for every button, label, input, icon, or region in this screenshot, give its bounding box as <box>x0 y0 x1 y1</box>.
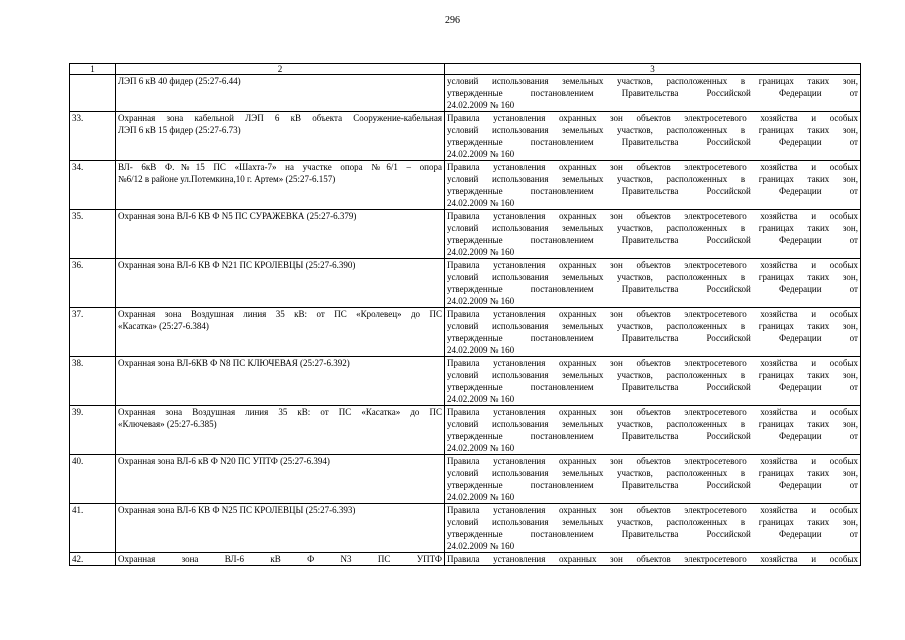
object-line: Охранная зона ВЛ-6 кВ Ф N3 ПС УПТФ <box>118 554 442 564</box>
document-line: утвержденные постановлением Правительства Российской Федерации от <box>447 186 858 196</box>
document-line: условий использования земельных участков, расположенных в границах таких зон, <box>447 174 858 184</box>
document-line: 24.02.2009 № 160 <box>447 198 515 208</box>
table-row <box>70 210 861 259</box>
document-line: 24.02.2009 № 160 <box>447 247 515 257</box>
document-cell <box>445 455 861 504</box>
document-cell <box>445 553 861 566</box>
row-number-cell: 38. <box>70 357 116 406</box>
document-cell <box>445 259 861 308</box>
document-line: утвержденные постановлением Правительства Российской Федерации от <box>447 382 858 392</box>
table-row <box>70 406 861 455</box>
document-line: 24.02.2009 № 160 <box>447 100 515 110</box>
row-number-cell: 40. <box>70 455 116 504</box>
document-line: утвержденные постановлением Правительства Российской Федерации от <box>447 137 858 147</box>
table-row <box>70 161 861 210</box>
object-cell <box>116 504 445 553</box>
row-number-cell: 42. <box>70 553 116 566</box>
document-cell <box>445 406 861 455</box>
row-number-cell: 36. <box>70 259 116 308</box>
row-number-cell: 41. <box>70 504 116 553</box>
document-line: утвержденные постановлением Правительства Российской Федерации от <box>447 284 858 294</box>
document-line: 24.02.2009 № 160 <box>447 394 515 404</box>
document-cell <box>445 210 861 259</box>
object-cell <box>116 406 445 455</box>
object-cell <box>116 308 445 357</box>
object-cell <box>116 161 445 210</box>
document-line: условий использования земельных участков, расположенных в границах таких зон, <box>447 321 858 331</box>
header-col-3: 3 <box>445 64 861 75</box>
document-line: утвержденные постановлением Правительства Российской Федерации от <box>447 333 858 343</box>
table-row <box>70 455 861 504</box>
document-line: Правила установления охранных зон объектов электросетевого хозяйства и особых <box>447 260 858 270</box>
document-line: 24.02.2009 № 160 <box>447 443 515 453</box>
document-line: условий использования земельных участков, расположенных в границах таких зон, <box>447 76 858 86</box>
table-row <box>70 308 861 357</box>
document-line: Правила установления охранных зон объектов электросетевого хозяйства и особых <box>447 358 858 368</box>
object-line: «Ключевая» (25:27-6.385) <box>118 419 217 429</box>
document-line: утвержденные постановлением Правительства Российской Федерации от <box>447 235 858 245</box>
row-number-cell: 34. <box>70 161 116 210</box>
document-line: Правила установления охранных зон объектов электросетевого хозяйства и особых <box>447 407 858 417</box>
object-cell <box>116 455 445 504</box>
header-col-2: 2 <box>116 64 445 75</box>
object-line: Охранная зона ВЛ-6 КВ Ф N21 ПС КРОЛЕВЦЫ (25:27-6.390) <box>118 260 356 270</box>
document-line: условий использования земельных участков, расположенных в границах таких зон, <box>447 223 858 233</box>
document-line: 24.02.2009 № 160 <box>447 345 515 355</box>
object-line: Охранная зона Воздушная линия 35 кВ: от ПС «Касатка» до ПС <box>118 407 442 417</box>
document-line: 24.02.2009 № 160 <box>447 492 515 502</box>
row-number-cell: 33. <box>70 112 116 161</box>
object-cell <box>116 259 445 308</box>
document-line: Правила установления охранных зон объектов электросетевого хозяйства и особых <box>447 162 858 172</box>
document-line: утвержденные постановлением Правительства Российской Федерации от <box>447 431 858 441</box>
document-line: Правила установления охранных зон объектов электросетевого хозяйства и особых <box>447 309 858 319</box>
document-line: условий использования земельных участков, расположенных в границах таких зон, <box>447 370 858 380</box>
object-line: ЛЭП 6 кВ 40 фидер (25:27-6.44) <box>118 76 241 86</box>
document-cell <box>445 112 861 161</box>
table-row-partial <box>70 553 861 566</box>
object-cell <box>116 357 445 406</box>
page-number: 296 <box>445 15 460 26</box>
object-cell <box>116 75 445 112</box>
object-line: Охранная зона Воздушная линия 35 кВ: от ПС «Кролевец» до ПС <box>118 309 442 319</box>
object-line: «Касатка» (25:27-6.384) <box>118 321 209 331</box>
object-line: Охранная зона ВЛ-6 КВ Ф N25 ПС КРОЛЕВЦЫ (25:27-6.393) <box>118 505 356 515</box>
registry-table <box>69 63 861 566</box>
object-line: Охранная зона ВЛ-6КВ Ф N8 ПС КЛЮЧЕВАЯ (25:27-6.392) <box>118 358 350 368</box>
document-line: условий использования земельных участков, расположенных в границах таких зон, <box>447 517 858 527</box>
document-line: утвержденные постановлением Правительства Российской Федерации от <box>447 529 858 539</box>
object-cell <box>116 553 445 566</box>
table-header-row <box>70 64 861 75</box>
document-line: условий использования земельных участков, расположенных в границах таких зон, <box>447 419 858 429</box>
table-row <box>70 504 861 553</box>
object-cell <box>116 112 445 161</box>
table-row <box>70 259 861 308</box>
row-number-cell <box>70 75 116 112</box>
object-line: №6/12 в районе ул.Потемкина,10 г. Артем» (25:27-6.157) <box>118 174 336 184</box>
document-line: условий использования земельных участков, расположенных в границах таких зон, <box>447 468 858 478</box>
table-row-continuation <box>70 75 861 112</box>
object-line: ЛЭП 6 кВ 15 фидер (25:27-6.73) <box>118 125 241 135</box>
object-line: Охранная зона ВЛ-6 кВ Ф N20 ПС УПТФ (25:27-6.394) <box>118 456 330 466</box>
row-number-cell: 35. <box>70 210 116 259</box>
object-cell <box>116 210 445 259</box>
document-line: условий использования земельных участков, расположенных в границах таких зон, <box>447 125 858 135</box>
row-number-cell: 37. <box>70 308 116 357</box>
object-line: Охранная зона ВЛ-6 КВ Ф N5 ПС СУРАЖЕВКА (25:27-6.379) <box>118 211 357 221</box>
header-col-1: 1 <box>70 64 116 75</box>
document-line: 24.02.2009 № 160 <box>447 541 515 551</box>
table-row <box>70 357 861 406</box>
document-line: Правила установления охранных зон объектов электросетевого хозяйства и особых <box>447 211 858 221</box>
document-line: 24.02.2009 № 160 <box>447 149 515 159</box>
document-cell <box>445 161 861 210</box>
row-number-cell: 39. <box>70 406 116 455</box>
document-cell <box>445 75 861 112</box>
document-line: утвержденные постановлением Правительства Российской Федерации от <box>447 88 858 98</box>
document-line: условий использования земельных участков, расположенных в границах таких зон, <box>447 272 858 282</box>
document-cell <box>445 504 861 553</box>
object-line: Охранная зона кабельной ЛЭП 6 кВ объекта Сооружение-кабельная <box>118 113 442 123</box>
document-line: Правила установления охранных зон объектов электросетевого хозяйства и особых <box>447 554 858 564</box>
document-line: 24.02.2009 № 160 <box>447 296 515 306</box>
document-line: утвержденные постановлением Правительства Российской Федерации от <box>447 480 858 490</box>
document-cell <box>445 357 861 406</box>
document-line: Правила установления охранных зон объектов электросетевого хозяйства и особых <box>447 456 858 466</box>
document-line: Правила установления охранных зон объектов электросетевого хозяйства и особых <box>447 505 858 515</box>
document-cell <box>445 308 861 357</box>
document-line: Правила установления охранных зон объектов электросетевого хозяйства и особых <box>447 113 858 123</box>
table-row <box>70 112 861 161</box>
object-line: ВЛ- 6кВ Ф.№15 ПС «Шахта-7» на участке опора №6/1 – опора <box>118 162 442 172</box>
